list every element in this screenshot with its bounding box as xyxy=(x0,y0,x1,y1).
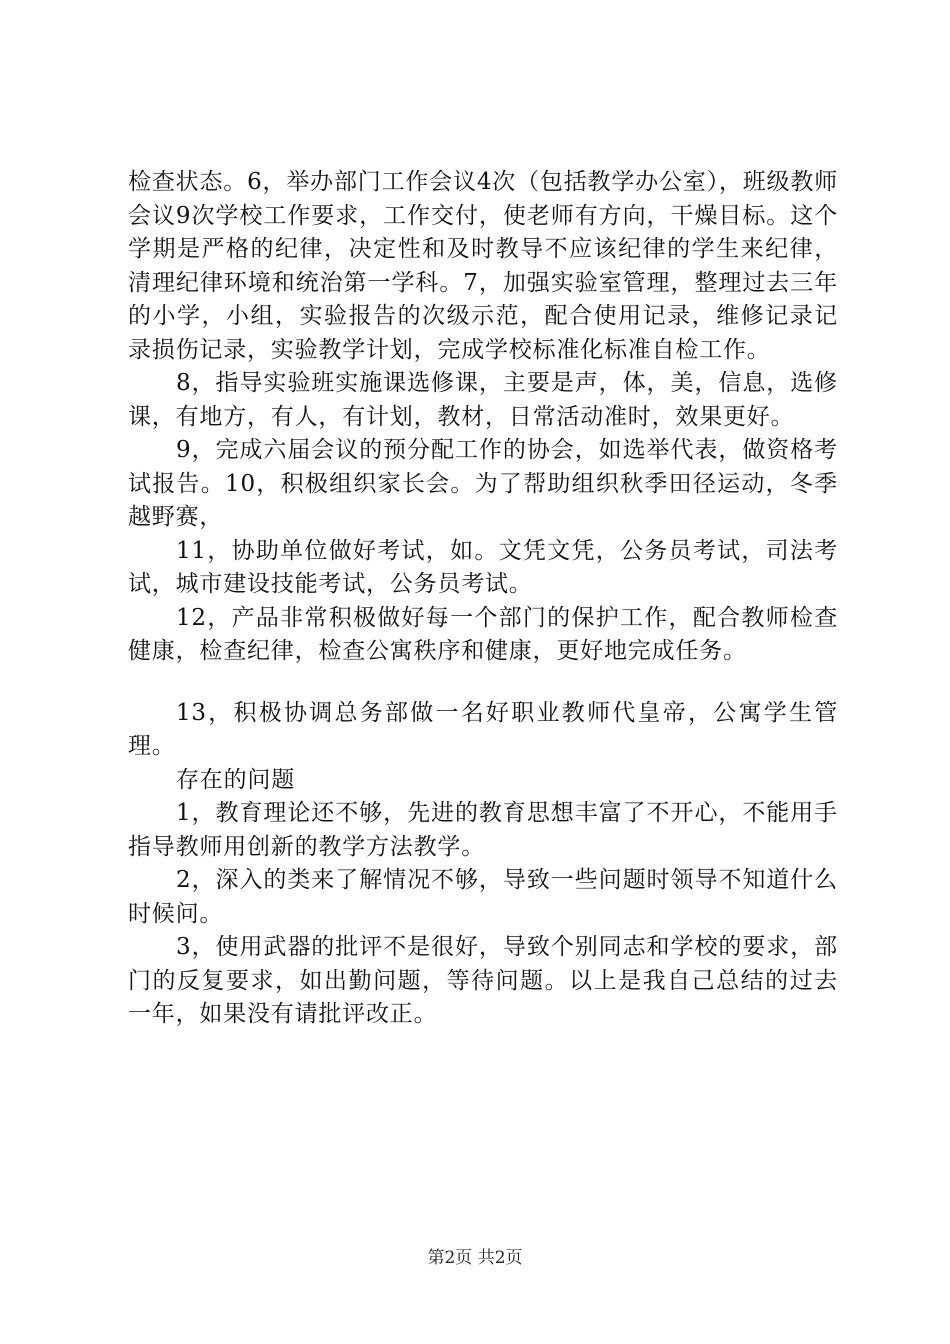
document-body xyxy=(128,166,838,1032)
paragraph-item-11: 11，协助单位做好考试，如。文凭文凭，公务员考试，司法考试，城市建设技能考试，公务员考试。 xyxy=(128,537,838,597)
problem-item-2: 2，深入的类来了解情况不够，导致一些问题时领导不知道什么时候问。 xyxy=(128,867,838,927)
problem-item-1: 1，教育理论还不够，先进的教育思想丰富了不开心，不能用手指导教师用创新的教学方法教学。 xyxy=(128,800,838,860)
paragraph-item-13: 13，积极协调总务部做一名好职业教师代皇帝，公寓学生管理。 xyxy=(128,699,838,759)
page-footer: 第2页 共2页 xyxy=(427,1248,523,1268)
paragraph-item-12: 12，产品非常积极做好每一个部门的保护工作，配合教师检查健康，检查纪律，检查公寓秩序和健康，更好地完成任务。 xyxy=(128,604,838,664)
section-heading-problems: 存在的问题 xyxy=(176,766,295,793)
paragraph-item-8: 8，指导实验班实施课选修课，主要是声，体，美，信息，选修课，有地方，有人，有计划，教材，日常活动准时，效果更好。 xyxy=(128,370,838,430)
paragraph-spacer xyxy=(128,669,838,697)
paragraph-continuation: 检查状态。6，举办部门工作会议4次（包括教学办公室），班级教师会议9次学校工作要求，工作交付，使老师有方向，干燥目标。这个学期是严格的纪律，决定性和及时教导不应该纪律的学生来纪律，清理纪律环境和统治第一学科。7，加强实验室管理，整理过去三年的小学，小组，实验报告的次级示范，配合使用记录，维修记录记录损伤记录，实验教学计划，完成学校标准化标准自检工作。 xyxy=(128,169,838,363)
problem-item-3: 3，使用武器的批评不是很好，导致个别同志和学校的要求，部门的反复要求，如出勤问题，等待问题。以上是我自己总结的过去一年，如果没有请批评改正。 xyxy=(128,934,838,1027)
paragraph-item-9: 9，完成六届会议的预分配工作的协会，如选举代表，做资格考试报告。10，积极组织家长会。为了帮助组织秋季田径运动，冬季越野赛， xyxy=(128,437,838,530)
